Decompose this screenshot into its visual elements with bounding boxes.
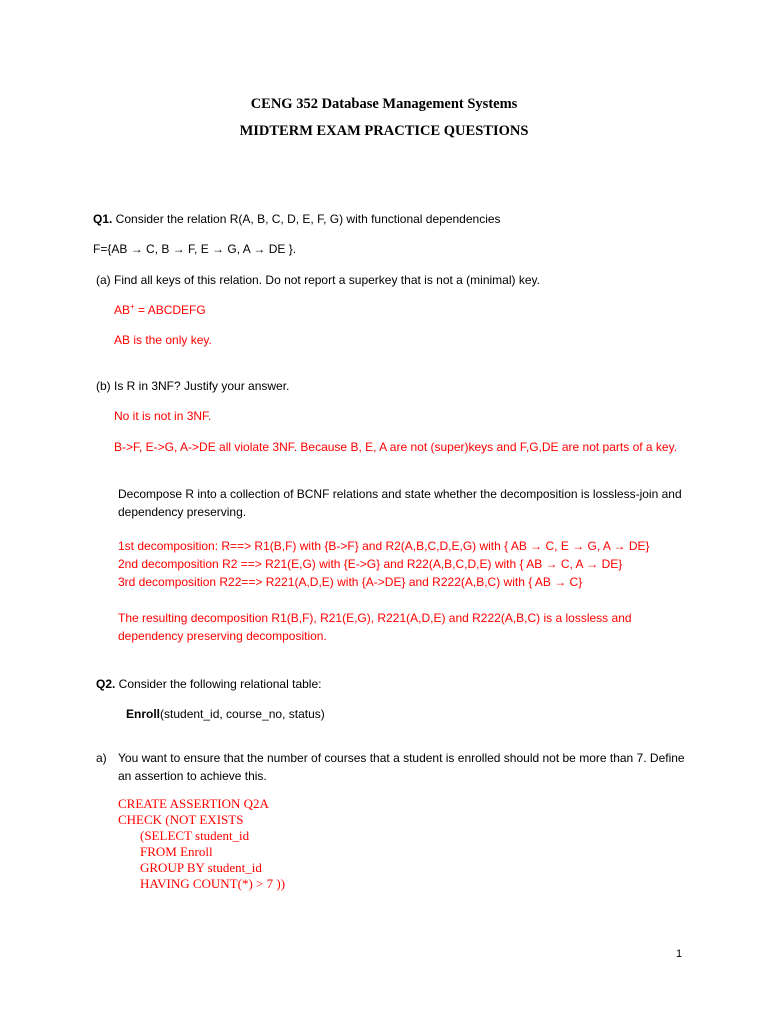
q1-intro-text: Consider the relation R(A, B, C, D, E, F, G) with functional dependencies (112, 212, 501, 226)
q1a-answer-key: AB is the only key. (114, 333, 212, 347)
q1b-question: (b) Is R in 3NF? Justify your answer. (96, 379, 290, 393)
q2-intro-text: Consider the following relational table: (115, 677, 322, 691)
q1-intro (93, 211, 501, 227)
q2-intro (96, 676, 321, 692)
q2-table-name: Enroll (126, 707, 161, 721)
sql-line: GROUP BY student_id (140, 860, 262, 875)
q1-label: Q1. (93, 212, 113, 226)
exam-title: MIDTERM EXAM PRACTICE QUESTIONS (239, 123, 529, 139)
q2-table-attributes: (student_id, course_no, status) (160, 707, 325, 721)
sql-line: CHECK (NOT EXISTS (118, 812, 244, 827)
course-title: CENG 352 Database Management Systems (250, 96, 518, 112)
page-number: 1 (676, 948, 683, 960)
q1a-answer-closure (114, 302, 206, 318)
q1c-question-line-1: Decompose R into a collection of BCNF relations and state whether the decomposition is lossless-join and (118, 487, 682, 501)
q1c-result-line-2: dependency preserving decomposition. (118, 629, 327, 643)
sql-line: (SELECT student_id (140, 828, 250, 843)
q1a-closure-attrs: AB (114, 303, 131, 317)
q2a-question-line-2: an assertion to achieve this. (118, 769, 267, 783)
sql-line: CREATE ASSERTION Q2A (118, 796, 269, 811)
q2-table-schema (126, 706, 325, 722)
q1c-decomposition-3: 3rd decomposition R22==> R221(A,D,E) with {A->DE} and R222(A,B,C) with { AB → C} (118, 575, 583, 589)
q1c-question-line-2: dependency preserving. (118, 505, 247, 519)
q1b-answer-line-2: B->F, E->G, A->DE all violate 3NF. Because B, E, A are not (super)keys and F,G,DE are not parts of a key. (114, 440, 678, 454)
q2a-question-line-1: You want to ensure that the number of courses that a student is enrolled should not be more than 7. Define (118, 751, 685, 765)
q1a-closure-plus: + (130, 302, 135, 311)
q1a-question: (a) Find all keys of this relation. Do not report a superkey that is not a (minimal) key. (96, 273, 540, 287)
q1-functional-dependencies: F={AB → C, B → F, E → G, A → DE }. (93, 242, 297, 256)
q2a-label: a) (96, 751, 107, 765)
q2-label: Q2. (96, 677, 116, 691)
q1c-decomposition-2: 2nd decomposition R2 ==> R21(E,G) with {E->G} and R22(A,B,C,D,E) with { AB → C, A → DE} (118, 557, 623, 571)
sql-line: HAVING COUNT(*) > 7 )) (140, 876, 286, 891)
q1c-decomposition-1: 1st decomposition: R==> R1(B,F) with {B->F} and R2(A,B,C,D,E,G) with { AB → C, E → G, A → DE} (118, 539, 650, 553)
sql-line: FROM Enroll (140, 844, 213, 859)
q1c-result-line-1: The resulting decomposition R1(B,F), R21(E,G), R221(A,D,E) and R222(A,B,C) is a lossless and (118, 611, 632, 625)
q1a-closure-result: = ABCDEFG (134, 303, 206, 317)
q1b-answer-line-1: No it is not in 3NF. (114, 409, 212, 423)
